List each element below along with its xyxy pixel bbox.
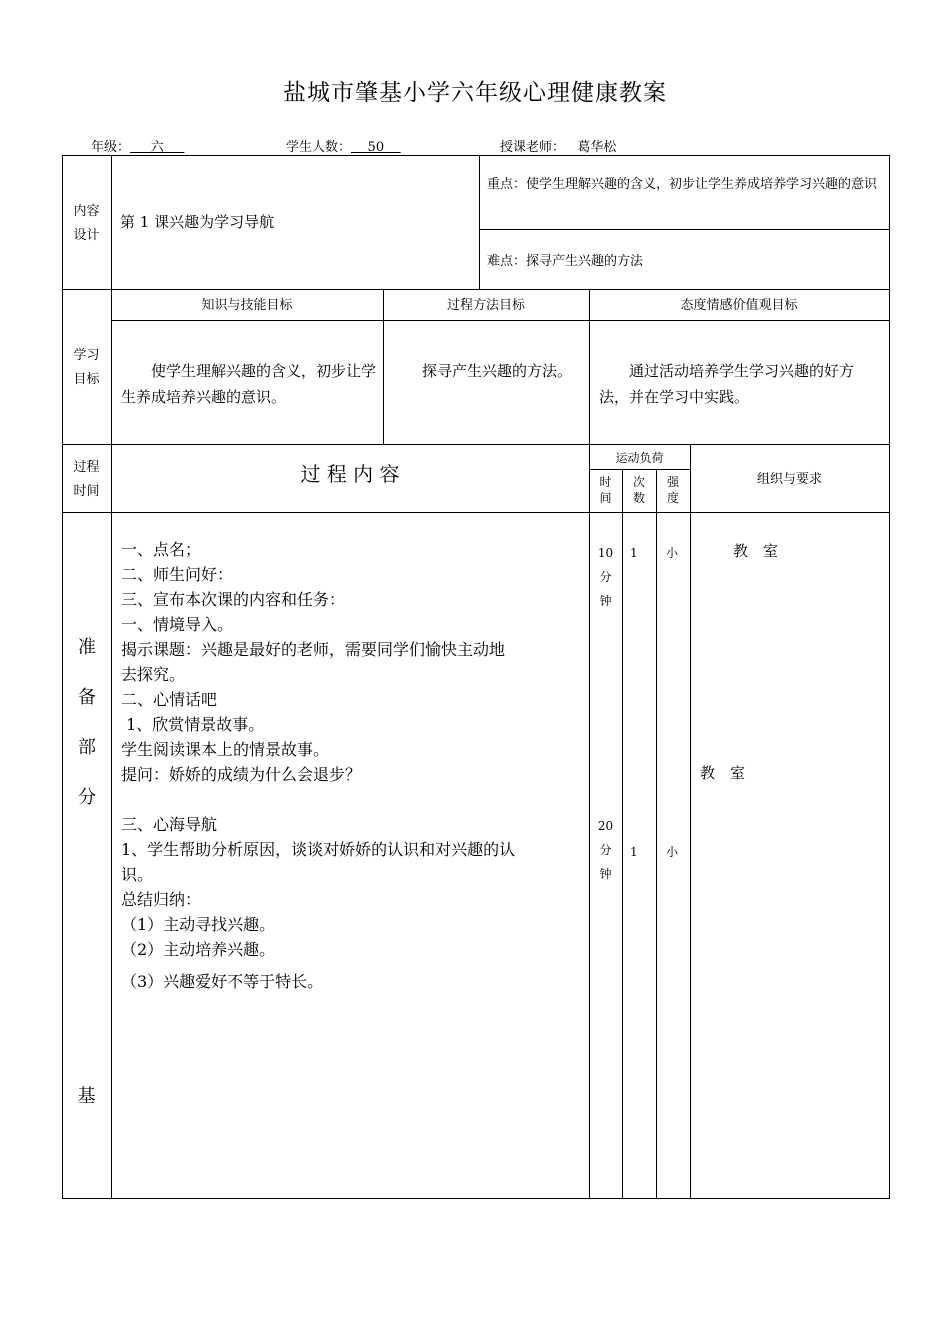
section-label: 准 备 部 分 bbox=[78, 637, 96, 808]
load-title: 运动负荷 bbox=[615, 451, 664, 465]
content-line: 学生阅读课本上的情景故事。 bbox=[121, 740, 330, 759]
content-line: （2）主动培养兴趣。 bbox=[121, 940, 276, 959]
content-line: 三、心海导航 bbox=[121, 815, 218, 834]
students-field bbox=[286, 136, 401, 155]
load-col-count: 次数 bbox=[632, 475, 645, 505]
org-item-1: 教 室 bbox=[733, 542, 779, 560]
load-col-time: 时间 bbox=[599, 475, 612, 505]
content-line: 1、欣赏情景故事。 bbox=[121, 715, 265, 734]
process-content-title: 过 程 内 容 bbox=[300, 462, 400, 486]
section-label-bottom: 基 bbox=[77, 1086, 96, 1107]
lesson-title: 第 1 课兴趣为学习导航 bbox=[120, 213, 275, 231]
load-col-intensity: 强度 bbox=[666, 475, 679, 505]
content-line: 去探究。 bbox=[121, 665, 186, 684]
content-line bbox=[121, 787, 586, 812]
load-count-2: 1 bbox=[630, 845, 638, 859]
load-count-1: 1 bbox=[630, 546, 638, 560]
key-point: 重点：使学生理解兴趣的含义，初步让学生养成培养学习兴趣的意识 bbox=[487, 177, 878, 192]
content-line: 二、心情话吧 bbox=[121, 690, 218, 709]
teacher-field bbox=[500, 136, 616, 155]
page-title: 盐城市肇基小学六年级心理健康教案 bbox=[283, 80, 667, 106]
process-content bbox=[121, 537, 586, 994]
content-line: 总结归纳： bbox=[121, 890, 202, 909]
content-line: 二、师生问好： bbox=[121, 565, 234, 584]
goal-header-process: 过程方法目标 bbox=[446, 298, 525, 313]
difficulty: 难点：探寻产生兴趣的方法 bbox=[487, 254, 644, 269]
content-line: 三、宣布本次课的内容和任务： bbox=[121, 590, 346, 609]
goal-header-attitude: 态度情感价值观目标 bbox=[680, 298, 798, 313]
goal-attitude: 通过活动培养学生学习兴趣的好方法，并在学习中实践。 bbox=[599, 362, 855, 406]
content-line: 提问：娇娇的成绩为什么会退步？ bbox=[121, 765, 362, 784]
load-intensity-1: 小 bbox=[666, 546, 679, 560]
learning-goals-label: 学习 目标 bbox=[73, 348, 100, 387]
students-value: 50 bbox=[367, 140, 385, 155]
org-title: 组织与要求 bbox=[756, 472, 822, 487]
goal-knowledge: 使学生理解兴趣的含义，初步让学生养成培养兴趣的意识。 bbox=[121, 362, 377, 406]
grade-value: 六 bbox=[150, 140, 164, 155]
students-label: 学生人数： bbox=[286, 140, 352, 155]
content-line: 1、学生帮助分析原因，谈谈对娇娇的认识和对兴趣的认 bbox=[121, 840, 516, 859]
content-line: 识。 bbox=[121, 865, 154, 884]
load-time-2: 20 分 钟 bbox=[597, 819, 614, 881]
content-line: 一、情境导入。 bbox=[121, 615, 234, 634]
goal-process: 探寻产生兴趣的方法。 bbox=[422, 362, 573, 380]
org-item-2: 教 室 bbox=[700, 764, 746, 782]
process-time-label: 过程 时间 bbox=[73, 460, 100, 499]
teacher-value: 葛华松 bbox=[577, 140, 617, 155]
content-design-label: 内容 设计 bbox=[73, 204, 100, 243]
teacher-label: 授课老师： bbox=[500, 140, 566, 155]
goal-header-knowledge: 知识与技能目标 bbox=[201, 298, 293, 313]
content-line: （3）兴趣爱好不等于特长。 bbox=[121, 972, 324, 991]
load-time-1: 10 分 钟 bbox=[597, 546, 614, 608]
content-line: （1）主动寻找兴趣。 bbox=[121, 915, 276, 934]
grade-field bbox=[91, 136, 184, 155]
content-line: 一、点名； bbox=[121, 540, 202, 559]
grade-label: 年级： bbox=[91, 140, 131, 155]
content-line: 揭示课题：兴趣是最好的老师，需要同学们愉快主动地 bbox=[121, 640, 506, 659]
load-intensity-2: 小 bbox=[666, 845, 679, 859]
